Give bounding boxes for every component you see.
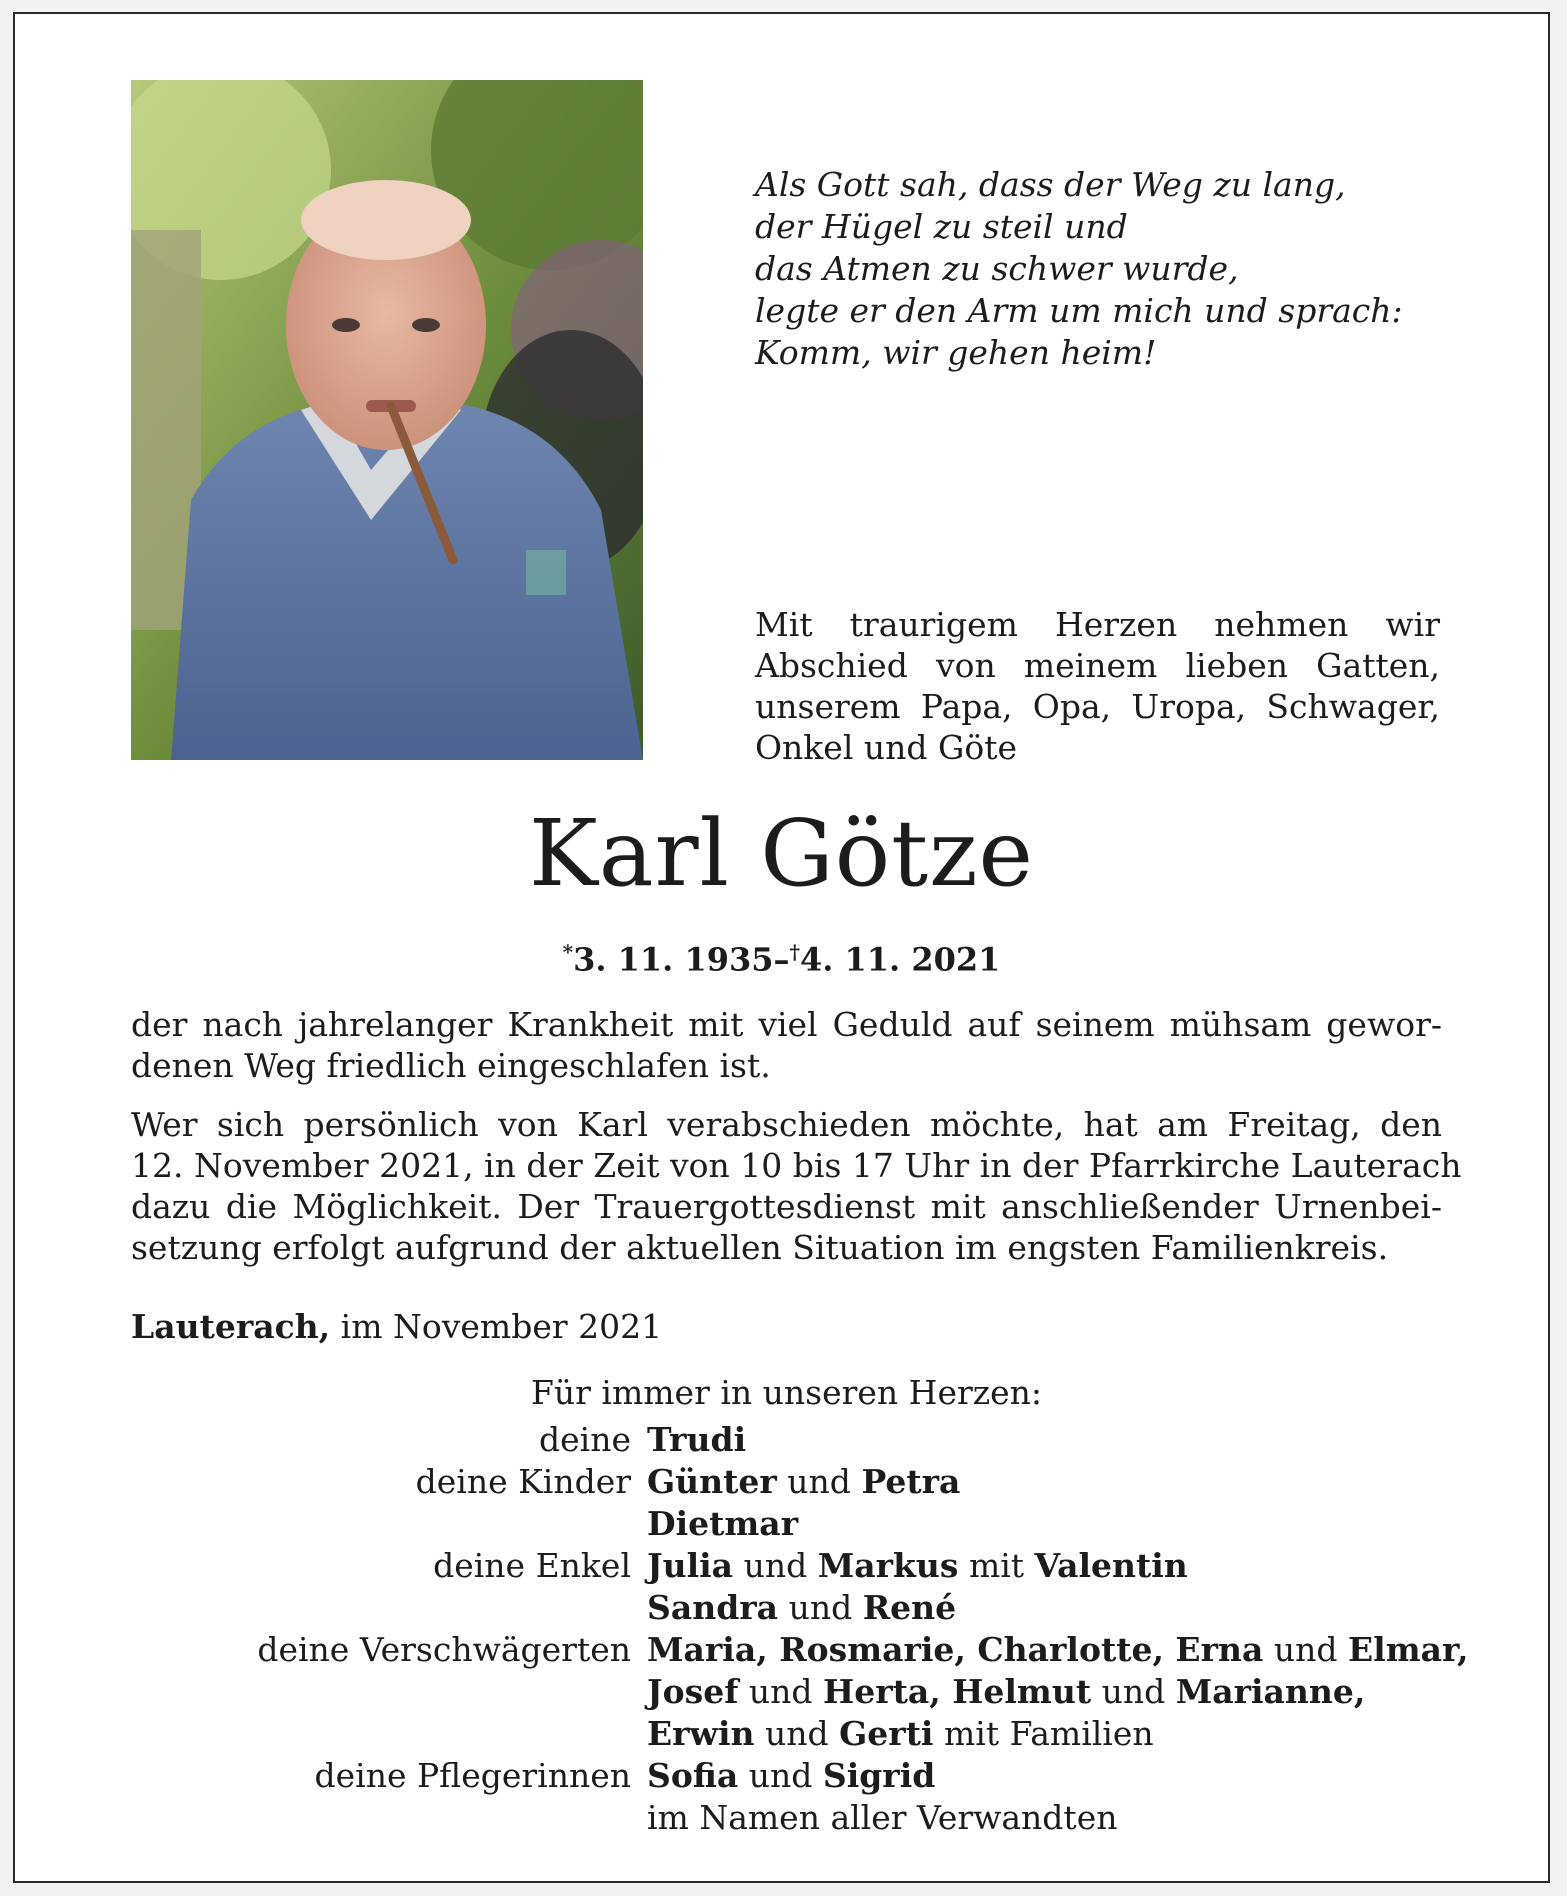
family-name: Sandra [647,1588,779,1627]
conjunction: und [764,1714,829,1753]
intro-line: Mit traurigem Herzen nehmen wir [755,605,1440,644]
place-date [131,1306,662,1347]
heart-line: Für immer in unseren Herzen: [531,1373,1043,1412]
paragraph-illness [131,1004,1442,1086]
family-name: Sigrid [822,1756,936,1795]
family-names [647,1462,960,1501]
family-name: Gerti [839,1714,934,1753]
family-name: Elmar, [1348,1630,1469,1669]
paragraph-line: Wer sich persönlich von Karl verabschieden möchte, hat am Freitag, den [131,1105,1442,1144]
deceased-name: Karl Götze [529,800,1034,907]
family-row-grandchildren [131,1546,1471,1588]
family-names [647,1546,1188,1585]
conjunction: und [788,1588,853,1627]
death-symbol: † [789,940,800,964]
family-suffix: mit Familien [943,1714,1154,1753]
family-row-inlaws [131,1630,1471,1672]
paragraph-line: denen Weg friedlich eingeschlafen ist. [131,1046,771,1085]
family-names [647,1714,1154,1753]
family-label: deine Enkel [433,1546,631,1585]
family-name: Herta, Helmut [823,1672,1092,1711]
family-name: Maria, Rosmarie, Charlotte, Erna [647,1630,1264,1669]
conjunction: und [1101,1672,1166,1711]
intro-line: unserem Papa, Opa, Uropa, Schwager, [755,687,1440,726]
family-label: deine [539,1420,631,1459]
portrait-photo [131,80,643,760]
family-name: Sofia [647,1756,739,1795]
family-name: René [862,1588,957,1627]
paragraph-line: dazu die Möglichkeit. Der Trauergottesdienst mit anschließender Urnenbei- [131,1187,1442,1226]
death-date: 4. 11. 2021 [799,940,1001,979]
family-row-grandchildren-2 [131,1588,1471,1630]
birth-date: 3. 11. 1935 [573,940,774,979]
family-label: deine Pflegerinnen [314,1756,631,1795]
conjunction: und [748,1672,813,1711]
date-separator: – [773,940,790,979]
family-row-closing [131,1798,1471,1840]
poem-line: legte er den Arm um mich und sprach: [755,291,1403,330]
poem [755,164,1475,374]
family-name: Markus [817,1546,959,1585]
family-name: Dietmar [647,1504,799,1543]
conjunction: und [748,1756,813,1795]
family-names [647,1756,935,1795]
family-name: Petra [861,1462,961,1501]
conjunction: und [1273,1630,1338,1669]
place-town: Lauterach, [131,1307,331,1346]
family-row-inlaws-2 [131,1672,1471,1714]
family-name: Josef [647,1672,739,1711]
family-names [647,1672,1365,1711]
conjunction: und [787,1462,851,1501]
family-names [647,1588,956,1627]
intro-text [755,604,1440,768]
family-name: Julia [647,1546,734,1585]
poem-line: der Hügel zu steil und [755,207,1128,246]
family-row-children [131,1462,1471,1504]
conjunction: und [743,1546,808,1585]
poem-line: Als Gott sah, dass der Weg zu lang, [755,165,1346,204]
family-row-caregivers [131,1756,1471,1798]
family-name: Valentin [1034,1546,1188,1585]
family-name: Trudi [647,1420,747,1459]
conjunction: mit [968,1546,1025,1585]
obituary-page [13,12,1550,1883]
intro-line: Onkel und Göte [755,728,1018,767]
poem-line: Komm, wir gehen heim! [755,333,1157,372]
portrait-image [131,80,643,760]
place-month: im November 2021 [330,1307,663,1346]
family-name: Erwin [647,1714,755,1753]
family-names [647,1504,798,1543]
birth-symbol: * [562,940,574,964]
poem-line: das Atmen zu schwer wurde, [755,249,1239,288]
family-label: deine Verschwägerten [257,1630,631,1669]
paragraph-farewell [131,1104,1462,1268]
family-names [647,1420,746,1459]
paragraph-line: 12. November 2021, in der Zeit von 10 bis 17 Uhr in der Pfarrkirche Lauterach [131,1146,1462,1185]
intro-line: Abschied von meinem lieben Gatten, [755,646,1440,685]
family-row-inlaws-3 [131,1714,1471,1756]
family-row-children-2 [131,1504,1471,1546]
family-name: Marianne, [1175,1672,1366,1711]
paragraph-line: der nach jahrelanger Krankheit mit viel Geduld auf seinem mühsam gewor- [131,1005,1442,1044]
closing-line: im Namen aller Verwandten [647,1798,1118,1837]
family-label: deine Kinder [415,1462,631,1501]
family-row-spouse [131,1420,1471,1462]
paragraph-line: setzung erfolgt aufgrund der aktuellen Situation im engsten Familienkreis. [131,1228,1389,1267]
family-names [647,1630,1468,1669]
family-name: Günter [647,1462,777,1501]
life-dates [15,932,1548,980]
